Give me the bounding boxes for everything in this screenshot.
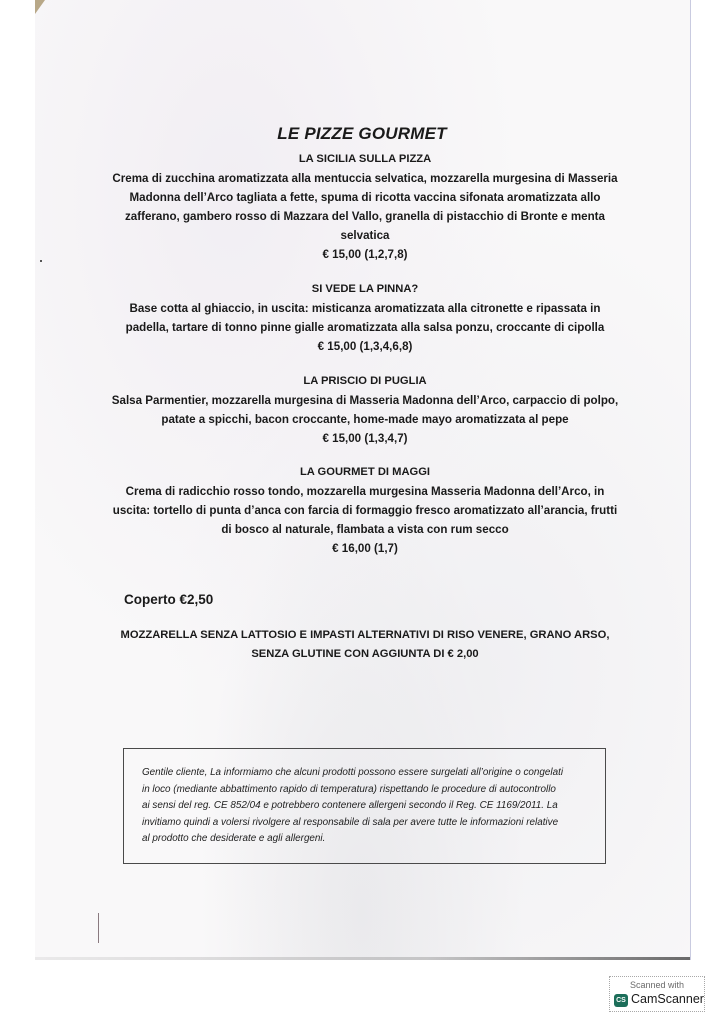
pizza-price: € 16,00 (1,7) (332, 542, 398, 555)
pizza-name: SI VEDE LA PINNA? (311, 283, 419, 295)
pen-mark (98, 913, 99, 943)
camscanner-watermark (609, 976, 705, 1012)
watermark-caption: Scanned with (629, 980, 685, 990)
pizza-item (110, 463, 620, 558)
pizza-name: LA SICILIA SULLA PIZZA (298, 153, 432, 165)
pizza-description-line: selvatica (340, 229, 390, 242)
camscanner-logo-icon: CS (614, 994, 628, 1007)
pizza-description-line: Madonna dell’Arco tagliata a fette, spuma di ricotta vaccina sifonata aromatizzata allo (129, 191, 601, 204)
pizza-item (110, 372, 620, 448)
cover-charge: Coperto €2,50 (124, 592, 214, 607)
pizza-item (110, 280, 620, 356)
pizza-name: LA PRISCIO DI PUGLIA (303, 375, 427, 387)
disclaimer-line: in loco (mediante abbattimento rapido di temperatura) rispettando le procedure di autocontrollo (142, 783, 556, 795)
allergen-disclaimer-box (123, 748, 606, 864)
disclaimer-line: invitiamo quindi a volersi rivolgere al responsabile di sala per avere tutte le informazioni relative (142, 816, 559, 828)
disclaimer-line: al prodotto che desiderate e agli allergeni. (142, 833, 326, 845)
pizza-description-line: Salsa Parmentier, mozzarella murgesina di Masseria Madonna dell’Arco, carpaccio di polpo, (111, 394, 619, 407)
pizza-description-line: zafferano, gambero rosso di Mazzara del Vallo, granella di pistacchio di Bronte e menta (125, 210, 605, 223)
pizza-price: € 15,00 (1,3,4,7) (322, 432, 408, 445)
note-line: MOZZARELLA SENZA LATTOSIO E IMPASTI ALTERNATIVI DI RISO VENERE, GRANO ARSO, (120, 629, 610, 641)
disclaimer-line: ai sensi del reg. CE 852/04 e potrebbero contenere allergeni secondo il Reg. CE 1169/2011. La (142, 800, 558, 812)
pizza-description-line: padella, tartare di tonno pinne gialle aromatizzata alla salsa ponzu, croccante di cipolla (125, 321, 605, 334)
alternative-dough-note (110, 626, 620, 664)
allergen-disclaimer (142, 765, 594, 848)
disclaimer-line: Gentile cliente, La informiamo che alcuni prodotti possono essere surgelati all’origine o congelati (142, 767, 564, 778)
folded-corner (35, 0, 45, 14)
pizza-item (110, 150, 620, 264)
speck-mark (40, 260, 42, 262)
pizza-name: LA GOURMET DI MAGGI (299, 466, 431, 478)
pizza-description-line: Base cotta al ghiaccio, in uscita: misticanza aromatizzata alla citronette e ripassata in (129, 302, 601, 315)
pizza-description-line: Crema di radicchio rosso tondo, mozzarella murgesina Masseria Madonna dell’Arco, in (125, 485, 605, 498)
pizza-description-line: Crema di zucchina aromatizzata alla mentuccia selvatica, mozzarella murgesina di Masseria (112, 172, 618, 185)
pizza-description-line: uscita: tortello di punta d’anca con farcia di formaggio fresco aromatizzato all’arancia, frutti (112, 504, 618, 517)
paper-bottom-edge (35, 957, 690, 960)
note-line: SENZA GLUTINE CON AGGIUNTA DI € 2,00 (251, 648, 479, 660)
pizza-description-line: di bosco al naturale, flambata a vista con rum secco (221, 523, 509, 536)
pizza-price: € 15,00 (1,2,7,8) (322, 248, 408, 261)
pizza-description-line: patate a spicchi, bacon croccante, home-made mayo aromatizzata al pepe (161, 413, 569, 426)
menu-title: LE PIZZE GOURMET (277, 124, 447, 143)
pizza-price: € 15,00 (1,3,4,6,8) (317, 340, 413, 353)
watermark-brand: CamScanner (631, 992, 704, 1006)
